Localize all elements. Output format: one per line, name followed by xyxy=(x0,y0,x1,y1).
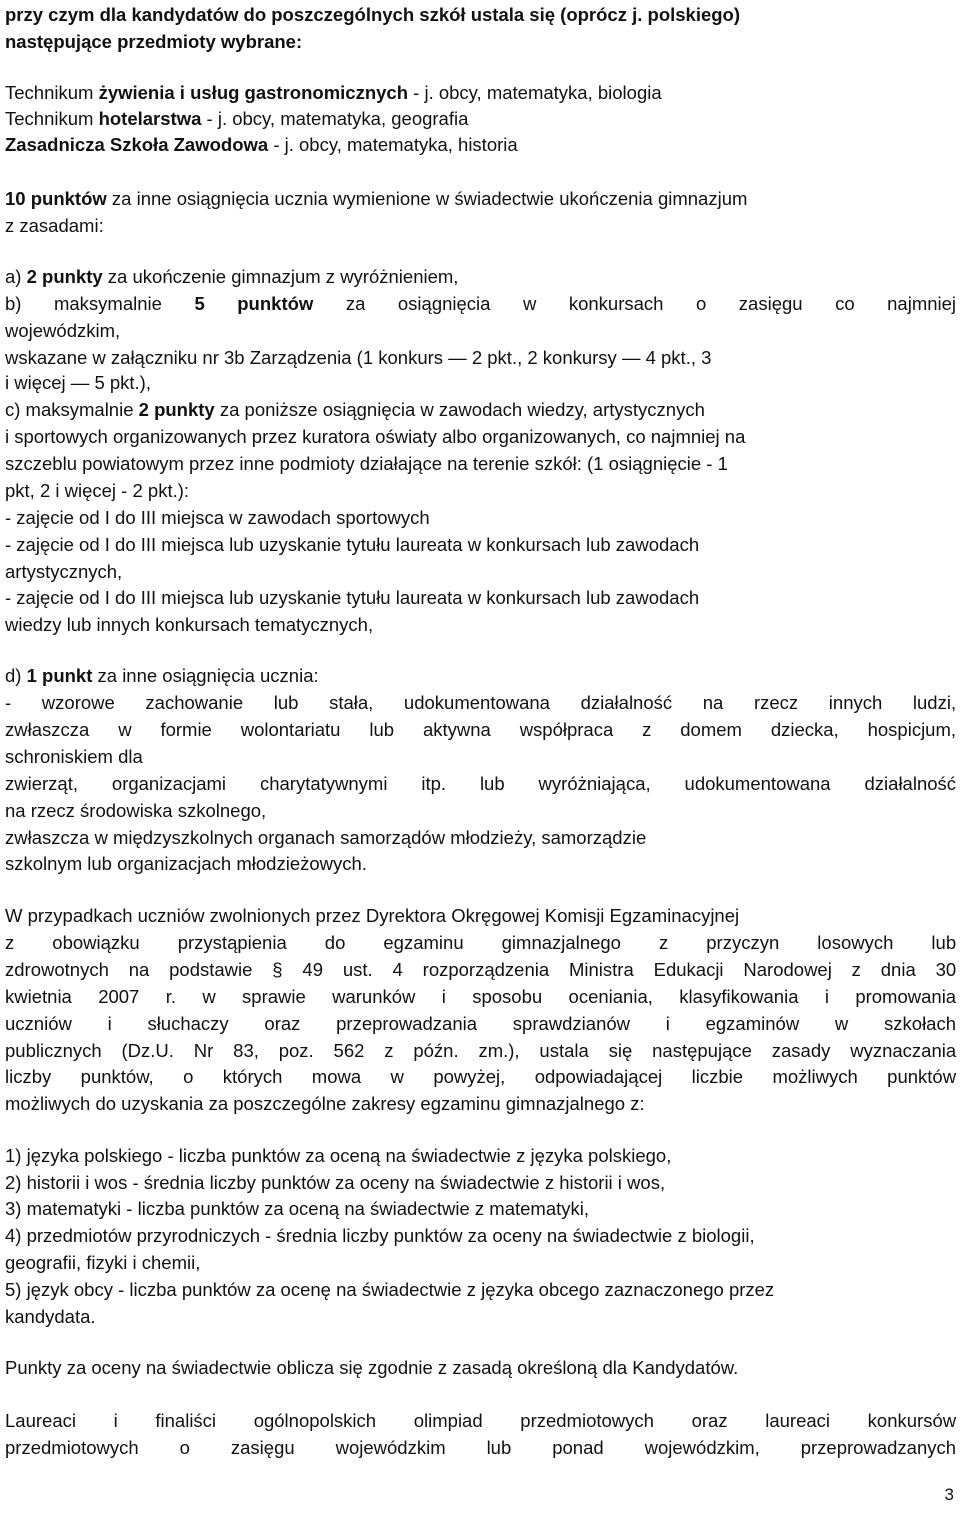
text-run: żywienia i usług gastronomicznych xyxy=(98,82,409,103)
text-run: i xyxy=(824,986,829,1007)
text-run: Nr xyxy=(193,1040,214,1061)
text-run: 10 punktów xyxy=(5,188,107,209)
text-run: punktów xyxy=(237,293,314,314)
text-run: - zajęcie od I do III miejsca w zawodach sportowych xyxy=(5,507,430,528)
text-run: warunków xyxy=(332,986,416,1007)
text-run: przystąpienia xyxy=(177,932,287,953)
text-run: ludzi, xyxy=(912,692,957,713)
text-run: zwłaszcza w międzyszkolnych organach samorządów młodzieży, samorządzie xyxy=(5,827,647,848)
text-line xyxy=(5,1091,645,1117)
text-run: 83, xyxy=(233,1040,259,1061)
text-run: stała, xyxy=(329,692,374,713)
text-run: gimnazjalnego xyxy=(501,932,621,953)
text-run: organizacjami xyxy=(111,773,227,794)
text-line xyxy=(5,213,104,239)
text-run: późn. xyxy=(413,1040,459,1061)
text-line xyxy=(5,1355,738,1381)
text-run: z xyxy=(384,1040,394,1061)
text-line xyxy=(5,29,302,55)
text-line xyxy=(5,1196,589,1222)
text-run: za ukończenie gimnazjum z wyróżnieniem, xyxy=(102,266,459,287)
text-run: W przypadkach uczniów zwolnionych przez Dyrektora Okręgowej Komisji Egzaminacyjnej xyxy=(5,905,740,926)
text-run: - j. obcy, matematyka, biologia xyxy=(408,82,662,103)
text-run: szkolnym lub organizacjach młodzieżowych. xyxy=(5,853,367,874)
text-run: szkołach xyxy=(884,1013,957,1034)
text-run: 5) język obcy - liczba punktów za ocenę na świadectwie z języka obcego zaznaczonego przez xyxy=(5,1279,775,1300)
text-line xyxy=(5,1143,671,1169)
text-run: do xyxy=(324,932,346,953)
text-run: (Dz.U. xyxy=(121,1040,174,1061)
text-run: charytatywnymi xyxy=(259,773,388,794)
text-run: losowych xyxy=(817,932,894,953)
text-run: sposobu xyxy=(472,986,543,1007)
text-run: Technikum xyxy=(5,82,99,103)
text-line xyxy=(5,957,956,983)
text-run: - xyxy=(5,692,12,713)
text-run: itp. xyxy=(421,773,447,794)
text-run: słuchaczy xyxy=(147,1013,229,1034)
text-line xyxy=(5,585,699,611)
text-line xyxy=(5,345,711,371)
text-line xyxy=(5,132,518,158)
text-line xyxy=(5,532,699,558)
text-run: poz. xyxy=(278,1040,314,1061)
text-run: Edukacji xyxy=(653,959,724,980)
text-run: konkursach xyxy=(568,293,664,314)
text-run: o xyxy=(695,293,707,314)
text-run: w xyxy=(834,1013,849,1034)
text-line xyxy=(5,1038,956,1064)
text-run: zachowanie xyxy=(145,692,244,713)
text-run: odpowiadającej xyxy=(534,1066,663,1087)
text-run: zwłaszcza xyxy=(5,719,90,740)
text-run: § xyxy=(272,959,283,980)
text-run: wolontariatu xyxy=(240,719,341,740)
text-run: domem xyxy=(680,719,742,740)
text-run: publicznych xyxy=(5,1040,102,1061)
text-run: wojewódzkim, xyxy=(5,320,121,341)
text-run: punktów, xyxy=(80,1066,154,1087)
text-run: Punkty za oceny na świadectwie oblicza się zgodnie z zasadą określoną dla Kandydatów. xyxy=(5,1357,739,1378)
text-line xyxy=(5,505,430,531)
text-run: o xyxy=(179,1437,190,1458)
text-run: zasięgu xyxy=(230,1437,295,1458)
text-run: klasyfikowania xyxy=(679,986,799,1007)
text-run: działalność xyxy=(580,692,673,713)
text-run: Zasadnicza Szkoła Zawodowa xyxy=(5,134,269,155)
text-run: b) xyxy=(5,293,22,314)
text-run: o xyxy=(183,1066,194,1087)
text-line xyxy=(5,1435,956,1461)
text-line xyxy=(5,186,747,212)
text-run: aktywna xyxy=(422,719,491,740)
text-run: liczbie xyxy=(691,1066,744,1087)
text-run: Ministra xyxy=(569,959,634,980)
text-run: co xyxy=(835,293,855,314)
text-run: rozporządzenia xyxy=(422,959,550,980)
text-run: 562 xyxy=(333,1040,365,1061)
text-run: wojewódzkim, xyxy=(644,1437,760,1458)
text-run: w xyxy=(118,719,132,740)
text-run: przyczyn xyxy=(706,932,780,953)
text-run: za inne osiągnięcia ucznia wymienione w świadectwie ukończenia gimnazjum xyxy=(106,188,748,209)
text-run: i xyxy=(665,1013,670,1034)
text-run: maksymalnie xyxy=(53,293,162,314)
text-run: zasady xyxy=(771,1040,831,1061)
text-line xyxy=(5,318,120,344)
text-run: Laureaci xyxy=(5,1410,76,1431)
text-run: następujące xyxy=(652,1040,752,1061)
text-run: uczniów xyxy=(5,1013,72,1034)
text-run: za xyxy=(345,293,366,314)
text-run: innych xyxy=(828,692,883,713)
text-run: z xyxy=(5,932,15,953)
text-run: dnia xyxy=(880,959,916,980)
text-line xyxy=(5,1304,96,1330)
text-run: ustala xyxy=(539,1040,589,1061)
text-run: formie xyxy=(160,719,212,740)
text-run: dziecka, xyxy=(770,719,839,740)
text-run: przedmiotowych xyxy=(5,1437,139,1458)
text-run: geografii, fizyki i chemii, xyxy=(5,1252,201,1273)
text-line xyxy=(5,930,956,956)
text-run: ponad xyxy=(552,1437,604,1458)
text-run: wzorowe xyxy=(41,692,115,713)
text-run: olimpiad xyxy=(413,1410,483,1431)
text-run: sprawie xyxy=(242,986,306,1007)
text-run: i sportowych organizowanych przez kuratora oświaty albo organizowanych, co najmniej na xyxy=(5,426,746,447)
text-run: oraz xyxy=(264,1013,301,1034)
text-run: 1) języka polskiego - liczba punktów za oceną na świadectwie z języka polskiego, xyxy=(5,1145,672,1166)
text-run: 30 xyxy=(935,959,957,980)
text-line xyxy=(5,264,458,290)
text-run: a) xyxy=(5,266,27,287)
text-run: i xyxy=(113,1410,118,1431)
text-run: powyżej, xyxy=(433,1066,506,1087)
text-run: najmniej xyxy=(887,293,957,314)
text-line xyxy=(5,1170,665,1196)
text-run: na rzecz środowiska szkolnego, xyxy=(5,800,267,821)
text-run: współpraca xyxy=(519,719,614,740)
text-run: laureaci xyxy=(765,1410,831,1431)
text-run: r. xyxy=(165,986,176,1007)
text-run: egzaminów xyxy=(705,1013,800,1034)
text-run: i xyxy=(107,1013,112,1034)
text-run: z xyxy=(658,932,669,953)
text-run: 3) matematyki - liczba punktów za oceną na świadectwie z matematyki, xyxy=(5,1198,590,1219)
text-run: kandydata. xyxy=(5,1306,96,1327)
text-line xyxy=(5,1064,956,1090)
text-run: w xyxy=(522,293,537,314)
text-run: oceniania, xyxy=(568,986,653,1007)
text-line xyxy=(5,984,956,1010)
text-run: przeprowadzania xyxy=(336,1013,478,1034)
text-run: zwierząt, xyxy=(5,773,78,794)
text-run: na xyxy=(702,692,724,713)
text-line xyxy=(5,1250,200,1276)
text-run: działalność xyxy=(864,773,957,794)
text-run: których xyxy=(222,1066,283,1087)
text-line xyxy=(5,825,646,851)
text-run: konkursów xyxy=(867,1410,957,1431)
text-line xyxy=(5,80,662,106)
text-run: udokumentowana xyxy=(403,692,550,713)
text-run: wskazane w załączniku nr 3b Zarządzenia (1 konkurs ― 2 pkt., 2 konkursy ― 4 pkt., 3 xyxy=(5,347,712,368)
text-line xyxy=(5,397,705,423)
text-run: wyznaczania xyxy=(850,1040,957,1061)
text-run: d) xyxy=(5,665,27,686)
text-run: lub xyxy=(369,719,395,740)
text-run: punktów xyxy=(887,1066,957,1087)
text-run: wyróżniająca, xyxy=(538,773,651,794)
text-run: rzecz xyxy=(753,692,799,713)
text-line xyxy=(5,106,468,132)
text-run: liczby xyxy=(5,1066,52,1087)
text-run: mowa xyxy=(311,1066,362,1087)
text-run: 1 punkt xyxy=(26,665,93,686)
text-line xyxy=(5,798,266,824)
text-run: za poniższe osiągnięcia w zawodach wiedzy, artystycznych xyxy=(214,399,705,420)
text-run: 5 xyxy=(194,293,205,314)
text-run: szczeblu powiatowym przez inne podmioty działające na terenie szkół: (1 osiągnięcie - 1 xyxy=(5,453,728,474)
text-run: wiedzy lub innych konkursach tematycznych, xyxy=(5,614,374,635)
text-line xyxy=(5,1223,755,1249)
text-run: - zajęcie od I do III miejsca lub uzyskanie tytułu laureata w konkursach lub zawodach xyxy=(5,534,700,555)
text-run: z zasadami: xyxy=(5,215,104,236)
text-run: schroniskiem dla xyxy=(5,746,143,767)
text-run: kwietnia xyxy=(5,986,72,1007)
text-line xyxy=(5,478,189,504)
text-run: lub xyxy=(479,773,505,794)
text-run: - j. obcy, matematyka, geografia xyxy=(201,108,469,129)
text-run: c) maksymalnie xyxy=(5,399,139,420)
text-run: w xyxy=(202,986,216,1007)
text-run: za inne osiągnięcia ucznia: xyxy=(92,665,319,686)
page-number: 3 xyxy=(944,1485,954,1504)
text-run: następujące przedmioty wybrane: xyxy=(5,31,303,52)
text-run: 2) historii i wos - średnia liczby punktów za oceny na świadectwie z historii i wos, xyxy=(5,1172,666,1193)
text-run: udokumentowana xyxy=(684,773,831,794)
text-run: Technikum xyxy=(5,108,99,129)
text-line xyxy=(5,559,122,585)
text-run: lub xyxy=(273,692,299,713)
text-line xyxy=(5,451,728,477)
text-run: możliwych xyxy=(772,1066,858,1087)
text-run: lub xyxy=(931,932,957,953)
text-run: z xyxy=(851,959,861,980)
text-run: - zajęcie od I do III miejsca lub uzyskanie tytułu laureata w konkursach lub zawodach xyxy=(5,587,700,608)
text-run: i xyxy=(441,986,446,1007)
text-line xyxy=(5,370,151,396)
text-run: podstawie xyxy=(169,959,253,980)
text-run: - j. obcy, matematyka, historia xyxy=(268,134,518,155)
text-line xyxy=(5,2,740,28)
text-run: 49 xyxy=(302,959,323,980)
text-run: hotelarstwa xyxy=(98,108,202,129)
text-run: 4) przedmiotów przyrodniczych - średnia liczby punktów za oceny na świadectwie z biologii, xyxy=(5,1225,755,1246)
text-run: lub xyxy=(486,1437,512,1458)
text-run: ust. xyxy=(342,959,373,980)
text-line xyxy=(5,291,956,317)
text-line xyxy=(5,717,956,743)
text-run: w xyxy=(390,1066,404,1087)
text-run: zasięgu xyxy=(738,293,803,314)
text-run: z xyxy=(642,719,652,740)
text-run: na xyxy=(128,959,150,980)
text-run: 4 xyxy=(392,959,403,980)
text-run: sprawdzianów xyxy=(512,1013,631,1034)
text-line xyxy=(5,1408,956,1434)
text-run: oraz xyxy=(691,1410,728,1431)
text-run: zm.), xyxy=(478,1040,520,1061)
text-run: ogólnopolskich xyxy=(253,1410,377,1431)
text-run: hospicjum, xyxy=(867,719,957,740)
text-run: zdrowotnych xyxy=(5,959,109,980)
text-line xyxy=(5,1011,956,1037)
text-run: 2 punkty xyxy=(26,266,103,287)
text-line xyxy=(5,612,373,638)
text-run: i więcej ― 5 pkt.), xyxy=(5,372,151,393)
text-line xyxy=(5,663,319,689)
text-run: przeprowadzanych xyxy=(800,1437,957,1458)
text-run: przedmiotowych xyxy=(520,1410,654,1431)
text-run: 2007 xyxy=(98,986,140,1007)
text-run: obowiązku xyxy=(52,932,140,953)
text-line xyxy=(5,1277,774,1303)
text-line xyxy=(5,690,956,716)
text-line xyxy=(5,771,956,797)
text-run: możliwych do uzyskania za poszczególne zakresy egzaminu gimnazjalnego z: xyxy=(5,1093,645,1114)
text-run: promowania xyxy=(855,986,957,1007)
text-line xyxy=(5,744,143,770)
text-run: artystycznych, xyxy=(5,561,123,582)
text-line xyxy=(5,424,745,450)
text-run: się xyxy=(608,1040,633,1061)
text-run: osiągnięcia xyxy=(397,293,491,314)
text-run: przy czym dla kandydatów do poszczególnych szkół ustala się (oprócz j. polskiego) xyxy=(5,4,741,25)
text-run: wojewódzkim xyxy=(335,1437,446,1458)
text-run: pkt, 2 i więcej - 2 pkt.): xyxy=(5,480,190,501)
text-run: egzaminu xyxy=(383,932,464,953)
text-run: finaliści xyxy=(155,1410,217,1431)
text-line xyxy=(5,903,739,929)
text-run: Narodowej xyxy=(743,959,832,980)
text-run: 2 punkty xyxy=(138,399,215,420)
text-line xyxy=(5,851,367,877)
